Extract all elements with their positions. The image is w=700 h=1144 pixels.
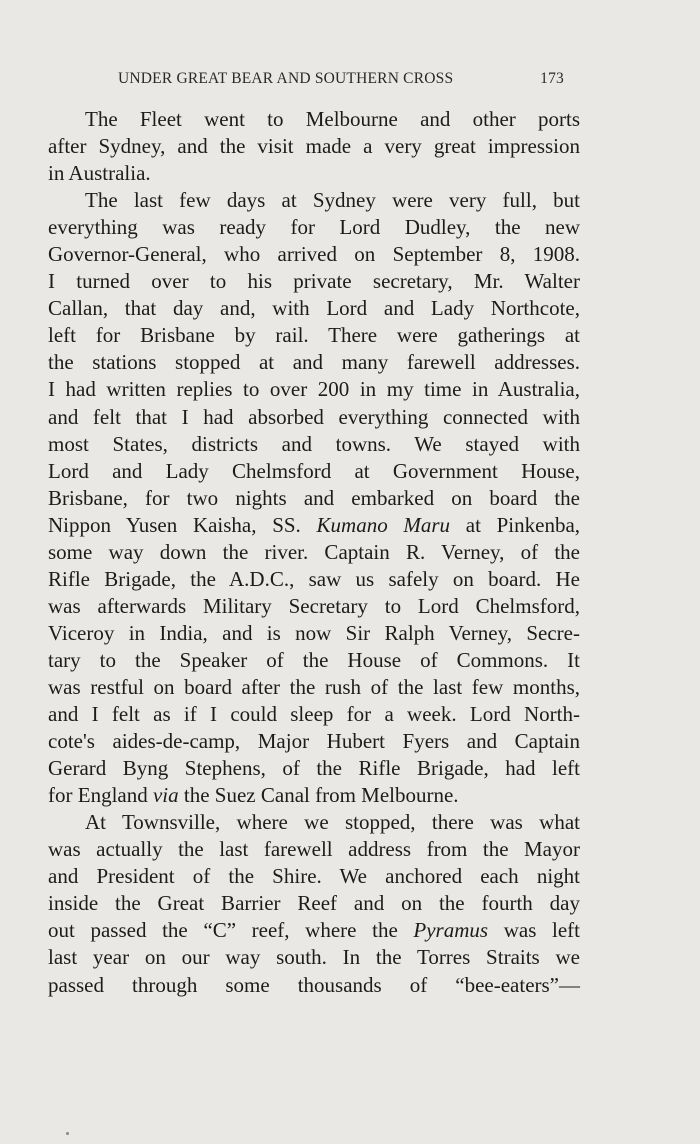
text-line: inside the Great Barrier Reef and on the fourth day — [48, 891, 580, 916]
text-line: and felt that I had absorbed everything connected with — [48, 404, 580, 429]
running-header — [118, 70, 564, 88]
text-line: passed through some thousands of “bee-eaters”— — [48, 972, 580, 997]
text-line: last year on our way south. In the Torres Straits we — [48, 945, 580, 970]
text-line: some way down the river. Captain R. Verney, of the — [48, 539, 580, 564]
text-line: and President of the Shire. We anchored each night — [48, 864, 580, 889]
text-line: Callan, that day and, with Lord and Lady Northcote, — [48, 296, 580, 321]
text-line: for England via the Suez Canal from Melbourne. — [48, 783, 459, 808]
page-number: 173 — [540, 70, 564, 87]
ship-name: Pyramus — [413, 918, 489, 943]
text-line: Gerard Byng Stephens, of the Rifle Brigade, had left — [48, 756, 580, 781]
text-line: cote's aides-de-camp, Major Hubert Fyers and Captain — [48, 729, 580, 754]
text-line: I had written replies to over 200 in my time in Australia, — [48, 377, 580, 402]
text-line: was actually the last farewell address from the Mayor — [48, 837, 580, 862]
text-line: The Fleet went to Melbourne and other ports — [85, 107, 580, 131]
text-line: most States, districts and towns. We stayed with — [48, 431, 580, 456]
body-text — [48, 106, 580, 999]
running-title: UNDER GREAT BEAR AND SOUTHERN CROSS — [118, 70, 454, 87]
text-line: left for Brisbane by rail. There were gatherings at — [48, 323, 580, 348]
text-line: The last few days at Sydney were very full, but — [85, 188, 580, 213]
text-line: Nippon Yusen Kaisha, SS. Kumano Maru at Pinkenba, — [48, 512, 581, 537]
text-line: Lord and Lady Chelmsford at Government House, — [48, 458, 580, 483]
text-line: the stations stopped at and many farewell addresses. — [48, 350, 580, 375]
ship-name: Kumano Maru — [316, 512, 451, 537]
text-line: I turned over to his private secretary, Mr. Walter — [48, 269, 580, 294]
text-line: after Sydney, and the visit made a very great impression — [48, 134, 580, 159]
text-line: out passed the “C” reef, where the Pyramus was left — [48, 918, 580, 943]
text-line: in Australia. — [48, 161, 151, 186]
text-line: Rifle Brigade, the A.D.C., saw us safely on board. He — [48, 566, 580, 591]
text-line: was restful on board after the rush of the last few months, — [48, 674, 580, 699]
text-line: Viceroy in India, and is now Sir Ralph Verney, Secre- — [48, 620, 580, 645]
text-line: everything was ready for Lord Dudley, the new — [48, 215, 580, 240]
text-line: tary to the Speaker of the House of Commons. It — [48, 647, 580, 672]
text-line: was afterwards Military Secretary to Lord Chelmsford, — [48, 593, 580, 618]
text-line: Governor-General, who arrived on September 8, 1908. — [48, 242, 580, 267]
paper-speck — [66, 1132, 69, 1135]
italic-word: via — [152, 783, 179, 808]
text-line: At Townsville, where we stopped, there was what — [85, 810, 580, 835]
text-line: Brisbane, for two nights and embarked on board the — [48, 485, 580, 510]
text-line: and I felt as if I could sleep for a week. Lord North- — [48, 702, 580, 727]
